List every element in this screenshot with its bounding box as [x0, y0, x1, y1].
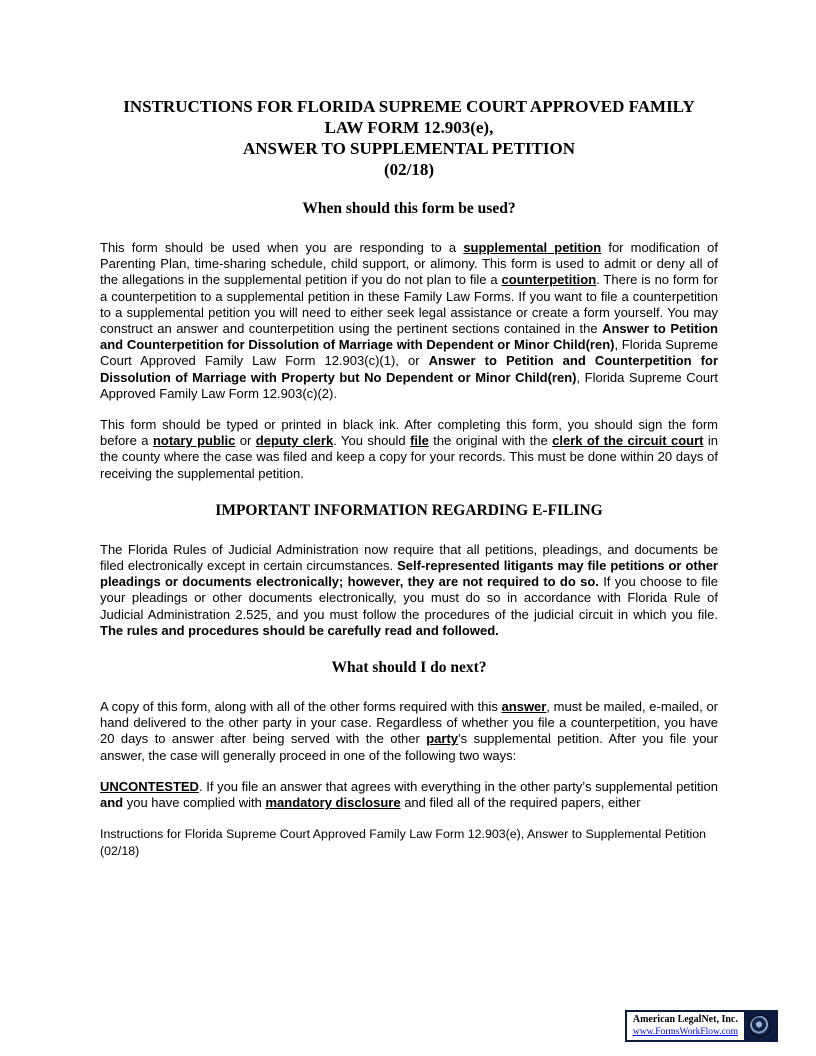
text-run: , must be mailed, e-mailed, or hand delivered to the other party in your case. Regardless of whether you file a counterpetition, you have 20 days to answer after being served with the other	[100, 699, 719, 747]
text-run: Answer to Petition and Counterpetition for Dissolution of Marriage with Property but No Dependent or Minor Child(ren)	[100, 353, 718, 385]
paragraph	[100, 699, 718, 764]
text-run: in the county where the case was filed and keep a copy for your records. This must be done within 20 days of receiving the supplemental petition.	[100, 433, 719, 481]
text-run: file	[410, 433, 429, 449]
text-run: , Florida Supreme Court Approved Family Law Form 12.903(c)(1), or	[100, 337, 718, 369]
text-run: This form should be typed or printed in black ink. After completing this form, you should sign the form before a	[100, 417, 718, 449]
page-footer	[100, 826, 718, 859]
text-run: A copy of this form, along with all of the other forms required with this	[100, 699, 502, 715]
legalnet-url-link[interactable]: www.FormsWorkFlow.com	[632, 1027, 738, 1037]
text-run: supplemental petition	[463, 240, 602, 255]
text-run: the original with the	[428, 433, 553, 449]
legalnet-text	[627, 1012, 744, 1040]
text-run: party	[426, 731, 459, 747]
text-run: and	[100, 795, 124, 811]
document-title	[100, 96, 718, 180]
text-run: you have complied with	[123, 795, 266, 811]
section-heading: What should I do next?	[331, 659, 487, 677]
text-run: . If you file an answer that agrees with everything in the other party’s supplemental petition	[198, 778, 718, 794]
section-heading: IMPORTANT INFORMATION REGARDING E-FILING	[215, 501, 603, 519]
title-line: LAW FORM 12.903(e),	[324, 118, 494, 137]
text-run: for modification of Parenting Plan, time-sharing schedule, child support, or alimony. This form is used to admit or deny all of the allegations in the supplemental petition if you do not plan to file a	[100, 240, 718, 288]
text-run: Answer to Petition and Counterpetition for Dissolution of Marriage with Dependent or Minor Child(ren)	[100, 321, 718, 353]
text-run: The Florida Rules of Judicial Administration now require that all petitions, pleadings, and documents be filed electronically except in certain circumstances.	[100, 541, 718, 574]
footer-line: Instructions for Florida Supreme Court Approved Family Law Form 12.903(e), Answer to Supplemental Petition	[100, 827, 707, 842]
text-run: If you choose to file your pleadings or other documents electronically, you must do so in accordance with Florida Rule of Judicial Administration 2.525, and you must follow the procedures of the judicial circuit in which you file.	[100, 574, 718, 622]
section-heading: When should this form be used?	[302, 200, 516, 217]
american-legalnet-logo-box	[625, 1010, 778, 1042]
paragraph	[100, 417, 718, 482]
text-run: This form should be used when you are responding to a	[100, 240, 464, 255]
text-run: answer	[501, 699, 547, 715]
text-run: The rules and procedures should be carefully read and followed.	[100, 622, 499, 638]
globe-circle-icon	[749, 1015, 771, 1037]
text-run: and filed all of the required papers, either	[400, 795, 641, 811]
text-run: UNCONTESTED	[100, 778, 199, 794]
title-line: INSTRUCTIONS FOR FLORIDA SUPREME COURT APPROVED FAMILY	[123, 97, 695, 116]
text-run: Self-represented litigants may file petitions or other pleadings or documents electronically; however, they are not required to do so.	[100, 558, 718, 590]
text-run: deputy clerk	[255, 433, 334, 449]
footer-line: (02/18)	[100, 843, 140, 858]
paragraph	[100, 779, 718, 811]
text-run: , Florida Supreme Court Approved Family Law Form 12.903(c)(2).	[100, 369, 718, 401]
title-line: (02/18)	[383, 160, 435, 179]
text-run: ’s supplemental petition. After you file your answer, the case will generally proceed in one of the following two ways:	[100, 731, 718, 763]
text-run: . There is no form for a counterpetition to a supplemental petition in these Family Law Forms. If you want to file a counterpetition to a supplemental petition you will need to either seek legal assistance or create a form yourself. You may construct an answer and counterpetition using the pertinent sections contained in the	[100, 272, 718, 337]
text-run: clerk of the circuit court	[552, 433, 704, 449]
legalnet-company-name: American LegalNet, Inc.	[632, 1014, 738, 1025]
text-run: notary public	[152, 433, 236, 449]
document-sections	[100, 200, 718, 811]
paragraph	[100, 542, 718, 639]
title-line: ANSWER TO SUPPLEMENTAL PETITION	[242, 139, 576, 158]
legalnet-globe-icon	[744, 1012, 776, 1040]
text-run: or	[235, 433, 256, 449]
paragraph	[100, 240, 718, 402]
text-run: counterpetition	[501, 272, 597, 288]
text-run: . You should	[333, 433, 411, 449]
text-run: mandatory disclosure	[265, 795, 401, 811]
